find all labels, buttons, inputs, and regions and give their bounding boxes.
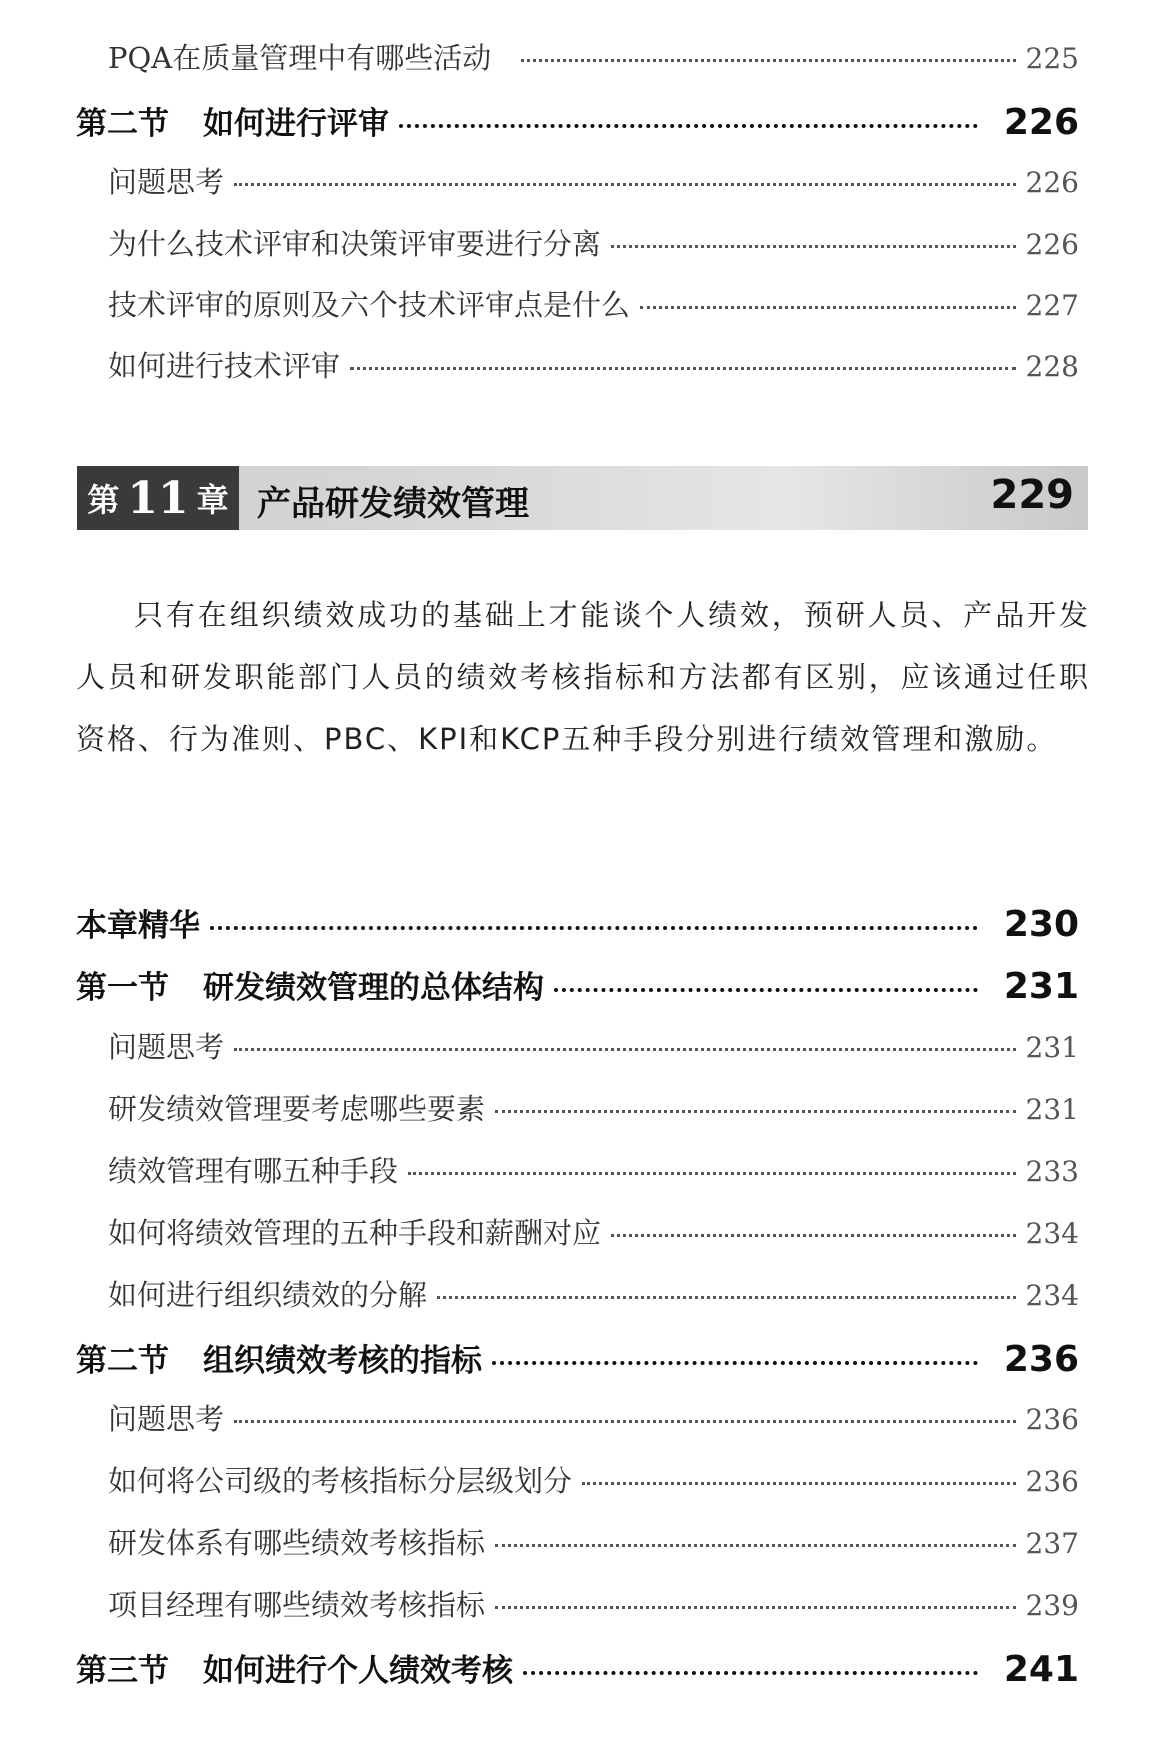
chapter-suffix: 章 [196, 481, 229, 519]
toc-item[interactable] [108, 1273, 1079, 1314]
dot-leader [350, 367, 1016, 370]
dot-leader [234, 1420, 1016, 1423]
toc-item-title: PQA在质量管理中有哪些活动 [108, 41, 492, 75]
toc-item-title: 如何进行组织绩效的分解 [108, 1278, 428, 1312]
toc-item-page: 226 [1025, 228, 1079, 261]
toc-section[interactable] [76, 1645, 1079, 1690]
toc-item-page: 237 [1025, 1527, 1079, 1560]
dot-leader [437, 1296, 1016, 1299]
chapter-number-badge [77, 466, 239, 530]
toc-item-page: 225 [1025, 42, 1079, 75]
toc-item[interactable] [108, 1211, 1079, 1252]
toc-item-title: 如何将绩效管理的五种手段和薪酬对应 [108, 1216, 602, 1250]
toc-item-page: 231 [1025, 1093, 1079, 1126]
dot-leader [234, 1048, 1016, 1051]
dot-leader [492, 1361, 978, 1365]
chapter-number: 11 [127, 472, 189, 524]
section-page: 231 [1003, 966, 1079, 1007]
toc-section[interactable] [76, 962, 1079, 1007]
dot-leader [234, 183, 1016, 186]
section-label: 第一节 [76, 970, 169, 1006]
dot-leader [210, 926, 978, 930]
toc-item[interactable] [108, 1397, 1079, 1438]
toc-item[interactable] [108, 283, 1079, 324]
section-title: 研发绩效管理的总体结构 [203, 970, 544, 1006]
toc-item[interactable] [108, 1583, 1079, 1624]
dot-leader [495, 1544, 1016, 1547]
dot-leader [611, 245, 1016, 248]
toc-item[interactable] [108, 1459, 1079, 1500]
dot-leader [611, 1234, 1016, 1237]
section-label: 第二节 [76, 1343, 169, 1379]
toc-section[interactable] [76, 1335, 1079, 1380]
toc-item-page: 239 [1025, 1589, 1079, 1622]
toc-item-page: 227 [1025, 289, 1079, 322]
toc-item[interactable] [108, 344, 1079, 385]
toc-item-title: 如何将公司级的考核指标分层级划分 [108, 1464, 573, 1498]
toc-item[interactable] [108, 1087, 1079, 1128]
dot-leader [554, 988, 978, 992]
toc-item[interactable] [108, 1025, 1079, 1066]
section-label: 第二节 [76, 106, 169, 142]
toc-item-title: 如何进行技术评审 [108, 349, 341, 383]
toc-item[interactable] [108, 222, 1079, 263]
section-page: 241 [1003, 1649, 1079, 1690]
section-page: 226 [1003, 102, 1079, 143]
toc-item[interactable] [108, 36, 1079, 77]
toc-item[interactable] [108, 160, 1079, 201]
chapter-heading[interactable] [77, 466, 1088, 530]
dot-leader [521, 59, 1015, 62]
section-label: 第三节 [76, 1653, 169, 1689]
dot-leader [399, 124, 978, 128]
section-page: 230 [1003, 904, 1079, 945]
toc-item-title: 问题思考 [108, 165, 225, 199]
toc-item-title: 研发绩效管理要考虑哪些要素 [108, 1092, 486, 1126]
dot-leader [408, 1172, 1016, 1175]
toc-item[interactable] [108, 1149, 1079, 1190]
toc-item-page: 231 [1025, 1031, 1079, 1064]
toc-section[interactable] [76, 900, 1079, 945]
section-page: 236 [1003, 1339, 1079, 1380]
toc-section[interactable] [76, 98, 1079, 143]
section-title: 如何进行评审 [203, 106, 389, 142]
section-title: 组织绩效考核的指标 [203, 1343, 482, 1379]
toc-item[interactable] [108, 1521, 1079, 1562]
toc-item-title: 问题思考 [108, 1402, 225, 1436]
dot-leader [582, 1482, 1016, 1485]
chapter-page: 229 [990, 472, 1074, 518]
toc-item-page: 236 [1025, 1403, 1079, 1436]
dot-leader [523, 1671, 978, 1675]
dot-leader [495, 1110, 1016, 1113]
dot-leader [640, 306, 1016, 309]
chapter-prefix: 第 [87, 481, 120, 519]
chapter-title: 产品研发绩效管理 [257, 484, 529, 524]
section-title: 如何进行个人绩效考核 [203, 1653, 513, 1689]
toc-item-title: 技术评审的原则及六个技术评审点是什么 [108, 288, 631, 322]
toc-item-title: 项目经理有哪些绩效考核指标 [108, 1588, 486, 1622]
toc-item-title: 为什么技术评审和决策评审要进行分离 [108, 227, 602, 261]
toc-item-page: 234 [1025, 1217, 1079, 1250]
chapter-intro: 只有在组织绩效成功的基础上才能谈个人绩效，预研人员、产品开发人员和研发职能部门人员的绩效考核指标和方法都有区别，应该通过任职资格、行为准则、PBC、KPI和KCP五种手段分别进行绩效管理和激励。 [76, 598, 1090, 756]
toc-item-page: 226 [1025, 166, 1079, 199]
toc-item-page: 236 [1025, 1465, 1079, 1498]
toc-item-title: 问题思考 [108, 1030, 225, 1064]
toc-item-title: 研发体系有哪些绩效考核指标 [108, 1526, 486, 1560]
toc-item-title: 绩效管理有哪五种手段 [108, 1154, 399, 1188]
section-title: 本章精华 [76, 908, 200, 944]
dot-leader [495, 1606, 1016, 1609]
toc-item-page: 228 [1025, 350, 1079, 383]
toc-item-page: 234 [1025, 1279, 1079, 1312]
toc-item-page: 233 [1025, 1155, 1079, 1188]
